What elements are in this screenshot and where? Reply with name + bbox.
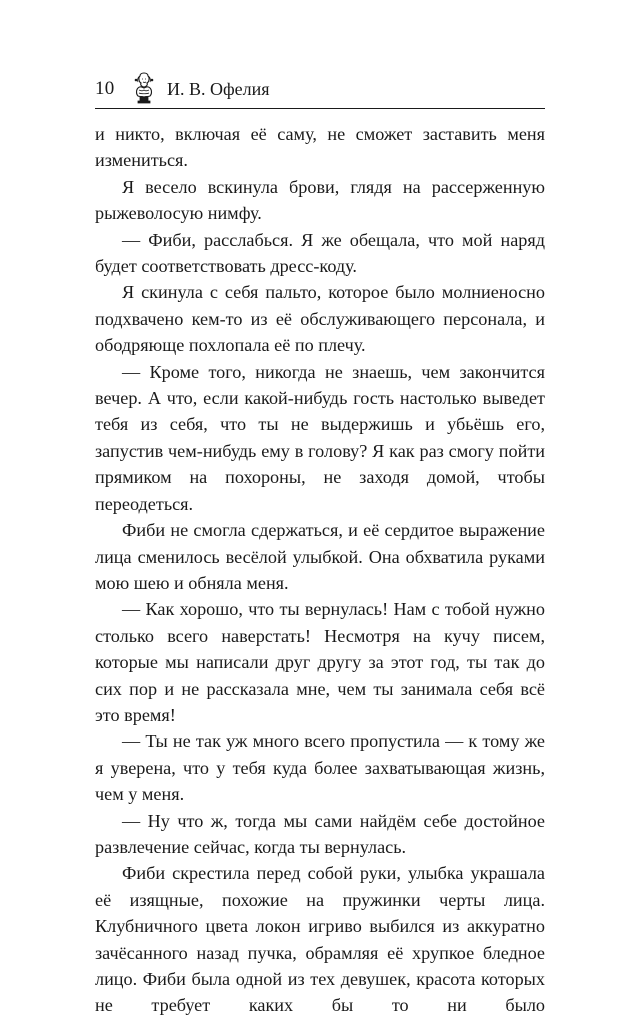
paragraph: Фиби скрестила перед собой руки, улыбка украшала её изящные, похожие на пружинки черты лица. Клубничного цвета локон игриво выбился из аккуратно зачёсанного назад пучка, обрамляя её хрупкое бледное лицо. Фиби была одной из тех девушек, красота которых не требует каких бы то ни было — [95, 863, 545, 1016]
paragraph: — Как хорошо, что ты вернулась! Нам с тобой нужно столько всего наверстать! Несмотря на кучу писем, которые мы написали друг другу за этот год, ты так до сих пор и не рассказала мне, чем ты занимала себя всё это время! — [95, 599, 545, 725]
paragraph: — Ну что ж, тогда мы сами найдём себе достойное развлечение сейчас, когда ты вернулась. — [95, 810, 545, 857]
running-title: И. В. Офелия — [167, 79, 270, 99]
page-number: 10 — [95, 78, 115, 99]
paragraph: — Кроме того, никогда не знаешь, чем закончится вечер. А что, если какой-нибудь гость настолько выведет тебя из себя, что ты не выдержишь и убьёшь его, запустив чем-нибудь ему в голову? Я как раз смогу пойти прямиком на похороны, не заходя домой, чтобы переодеться. — [95, 361, 545, 514]
paragraph: Я скинула с себя пальто, которое было молниеносно подхвачено кем-то из её обслуживающего персонала, и ободряюще похлопала её по плечу. — [95, 282, 545, 356]
body-text — [95, 121, 545, 1019]
book-page — [95, 70, 545, 1019]
paragraph: и никто, включая её саму, не сможет заставить меня измениться. — [95, 124, 545, 171]
paragraph: — Фиби, расслабься. Я же обещала, что мой наряд будет соответствовать дресс-коду. — [95, 229, 545, 277]
paragraph: Фиби не смогла сдержаться, и её сердитое выражение лица сменилось весёлой улыбкой. Она обхватила руками мою шею и обняла меня. — [95, 520, 545, 593]
page-header — [95, 70, 545, 109]
paragraph: Я весело вскинула брови, глядя на рассерженную рыжеволосую нимфу. — [95, 176, 545, 224]
paragraph: — Ты не так уж много всего пропустила — к тому же я уверена, что у тебя куда более захватывающая жизнь, чем у меня. — [95, 731, 545, 805]
bust-emblem-icon — [131, 70, 157, 104]
